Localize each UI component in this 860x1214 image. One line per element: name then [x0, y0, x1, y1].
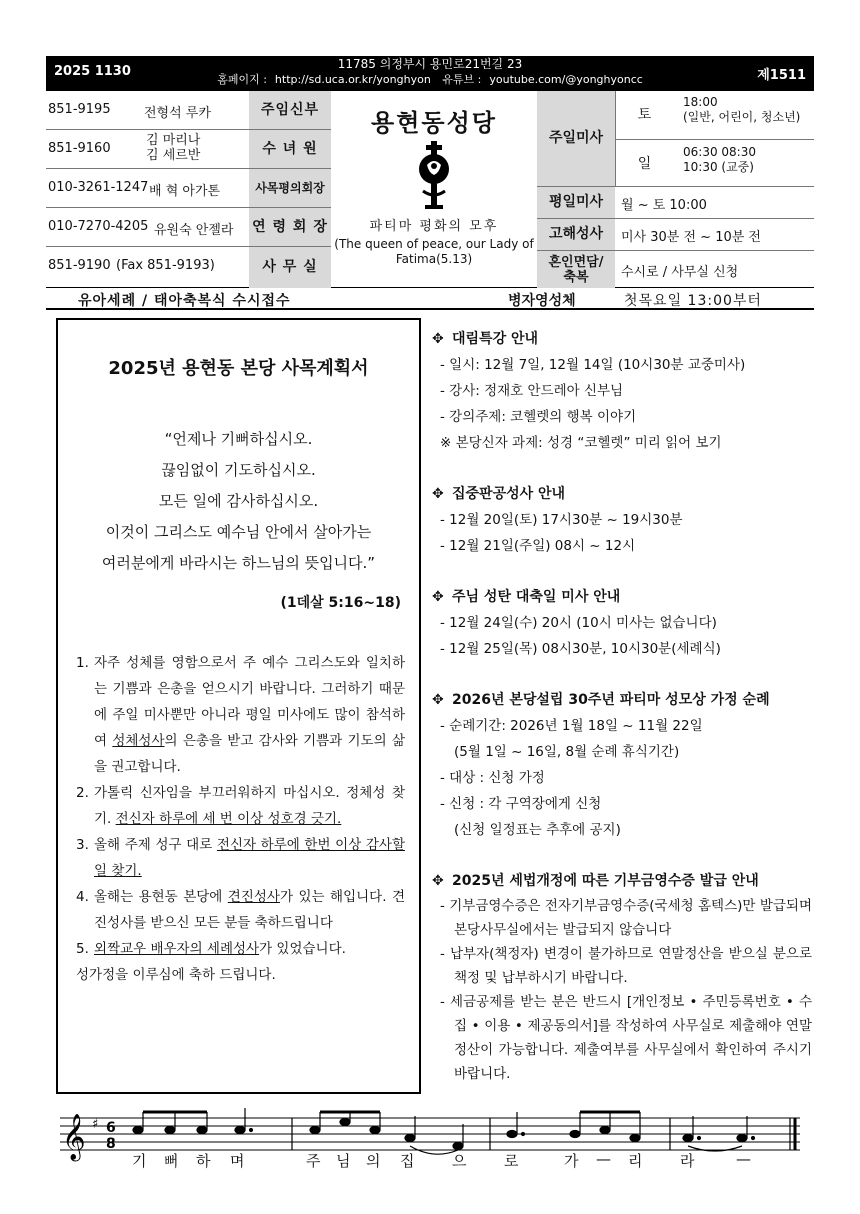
- sunday-times: [683, 145, 756, 175]
- lyric-syllable: 뻐: [164, 1152, 179, 1170]
- weekday-mass-row: [537, 187, 814, 219]
- contact-name: [146, 133, 200, 163]
- quote-line: 모든 일에 감사하십시오.: [158, 492, 319, 510]
- notice-line: - 세금공제를 받는 분은 반드시 [개인정보 • 주민등록번호 • 수집 • 이용 • 제공동의서]를 작성하여 사무실로 제출해야 연말정산이 가능합니다. 제출여부를 사무실에서 확인하여 주시기 바랍니다.: [440, 994, 812, 1082]
- church-address: 11785 의정부시 용민로21번길 23: [337, 57, 523, 71]
- item-underlined: 견진성사: [227, 889, 280, 905]
- fleur-cross-icon: ✥: [432, 331, 444, 347]
- contact-name-line: 김 세르반: [146, 148, 201, 163]
- contact-phone: 851-9195: [48, 102, 111, 117]
- marriage-value: 수시로 / 사무실 신청: [621, 265, 739, 280]
- notice-line: - 기부금영수증은 전자기부금영수증(국세청 홈텍스)만 발급되며 본당사무실에서는 발급되지 않습니다: [440, 898, 812, 938]
- treble-clef-icon: 𝄞: [62, 1114, 86, 1160]
- plan-items: [76, 650, 405, 988]
- notice-title-text: 2025년 세법개정에 따른 기부금영수증 발급 안내: [452, 873, 759, 889]
- notice-line: - 일시: 12월 7일, 12월 14일 (10시30분 교중미사): [440, 357, 746, 373]
- lyric-syllable: 주: [306, 1152, 321, 1170]
- notice-title-text: 2026년 본당설립 30주년 파티마 성모상 가정 순례: [452, 692, 770, 708]
- notice-donation-receipt: [432, 868, 812, 1086]
- notice-confession: [432, 481, 812, 559]
- lyric-syllable: 리: [628, 1152, 643, 1170]
- plan-item: [76, 832, 405, 884]
- notice-line: - 강사: 정재호 안드레아 신부님: [440, 383, 624, 399]
- saturday-time: 18:00: [683, 95, 718, 109]
- notice-line: ※ 본당신자 과제: 성경 “코헬렛” 미리 읽어 보기: [440, 435, 722, 451]
- marriage-label-line: 축복: [563, 269, 589, 285]
- item-underlined: 전신자 하루에 한번 이상 감사할 일 찾기.: [94, 837, 406, 879]
- notices-column: [432, 326, 812, 1111]
- contact-name-line: 김 마리나: [146, 133, 201, 148]
- song-lyrics: [60, 1150, 800, 1174]
- contact-row: [46, 208, 331, 247]
- church-title-block: [331, 91, 537, 288]
- weekday-mass-label: 평일미사: [537, 187, 615, 218]
- item-text: 올해는 용현동 본당에: [94, 889, 228, 905]
- contact-phone: 010-7270-4205: [48, 219, 149, 234]
- quote-line: 끊임없이 기도하십시오.: [161, 461, 316, 479]
- homepage-link[interactable]: http://sd.uca.or.kr/yonghyon: [274, 73, 431, 86]
- church-motto-english: (The queen of peace, our Lady of Fatima(5.13): [334, 237, 534, 266]
- item-number: 5.: [76, 941, 89, 957]
- item-number: 3.: [76, 837, 89, 853]
- notice-title-text: 집중판공성사 안내: [452, 486, 566, 502]
- baptism-notice: 유아세례 / 태아축복식 수시접수: [78, 293, 291, 309]
- lyric-syllable: 라: [680, 1152, 695, 1170]
- notice-line: (5월 1일 ~ 16일, 8월 순례 휴식기간): [454, 744, 680, 760]
- lyric-syllable: 집: [400, 1152, 415, 1170]
- sunday-time: 06:30 08:30: [683, 145, 756, 159]
- weekday-mass-value: 월 ~ 토 10:00: [621, 198, 707, 213]
- fleur-cross-icon: ✥: [432, 692, 444, 708]
- item-number: 4.: [76, 889, 89, 905]
- sick-communion-value: 첫목요일 13:00부터: [624, 293, 762, 309]
- notice-christmas-mass: [432, 584, 812, 662]
- masthead-bar: [46, 56, 814, 90]
- notice-line: - 강의주제: 코헬렛의 행복 이야기: [440, 409, 637, 425]
- sunday-label: 일: [615, 139, 673, 187]
- lyric-syllable: —: [596, 1150, 611, 1168]
- lyric-syllable: 으: [452, 1152, 467, 1170]
- sharp-icon: ♯: [92, 1117, 99, 1132]
- lyric-syllable: 며: [230, 1152, 245, 1170]
- header-table: [46, 90, 814, 288]
- notice-title: [432, 687, 812, 713]
- contact-name: 유원숙 안젤라: [154, 223, 234, 238]
- lyric-syllable: 의: [366, 1152, 381, 1170]
- sick-communion-label: 병자영성체: [508, 293, 576, 309]
- sacrament-bar: [46, 288, 814, 310]
- notice-title: [432, 481, 812, 507]
- time-signature-bottom: 8: [106, 1136, 116, 1152]
- item-underlined: 외짝교우 배우자의 세례성사: [94, 941, 260, 957]
- sunday-mass-row: [537, 91, 814, 187]
- mass-schedule: [537, 91, 814, 288]
- lyric-syllable: 님: [336, 1152, 351, 1170]
- plan-item: [76, 650, 405, 780]
- fleur-cross-icon: ✥: [432, 589, 444, 605]
- contact-role: 사 무 실: [249, 247, 331, 288]
- contact-name: 배 혁 아가톤: [149, 184, 221, 199]
- marriage-label-line: 혼인면담/: [548, 254, 604, 270]
- lyric-syllable: 가: [564, 1152, 579, 1170]
- fleur-cross-icon: ✥: [432, 486, 444, 502]
- divider: [673, 139, 814, 140]
- homepage-label: 홈페이지 :: [217, 73, 267, 86]
- plan-item: [76, 884, 405, 936]
- contact-phone: 851-9160: [48, 141, 111, 156]
- contact-role: 주임신부: [249, 91, 331, 129]
- item-text: 가 있는 해입니다. 견진성사를 받으신 모든 분들 축하드립니다: [94, 889, 406, 931]
- confession-label: 고해성사: [537, 219, 615, 250]
- youtube-link[interactable]: youtube.com/@yonghyoncc: [489, 73, 643, 86]
- church-name: 용현동성당: [371, 109, 497, 137]
- contact-row: [46, 91, 331, 130]
- sunday-time: 10:30 (교중): [683, 160, 754, 174]
- notice-line: - 12월 25일(목) 08시30분, 10시30분(세례식): [440, 641, 721, 657]
- saturday-times: [683, 95, 800, 125]
- issue-number: 제1511: [757, 68, 806, 83]
- saturday-audience: (일반, 어린이, 청소년): [683, 110, 801, 124]
- notice-line: - 12월 21일(주일) 08시 ~ 12시: [440, 538, 636, 554]
- church-emblem-icon: [409, 141, 459, 213]
- notice-title-text: 대림특강 안내: [452, 331, 539, 347]
- lyric-syllable: —: [736, 1150, 751, 1168]
- lyric-syllable: 기: [132, 1152, 147, 1170]
- contact-name: (Fax 851-9193): [116, 258, 215, 273]
- notice-line: - 12월 24일(수) 20시 (10시 미사는 없습니다): [440, 615, 717, 631]
- contact-role: 수 녀 원: [249, 130, 331, 168]
- item-underlined: 전신자 하루에 세 번 이상 성호경 긋기.: [115, 811, 342, 827]
- notice-line: (신청 일정표는 추후에 공지): [454, 822, 621, 838]
- contact-role: 연 령 회 장: [249, 208, 331, 246]
- item-text: 가 있었습니다.: [259, 941, 346, 957]
- contact-role: 사목평의회장: [249, 169, 331, 207]
- issue-date: 2025 1130: [54, 64, 131, 79]
- church-motto: 파티마 평화의 모후: [369, 219, 499, 234]
- contact-row: [46, 247, 331, 288]
- contact-row: [46, 169, 331, 208]
- quote-line: 여러분에게 바라시는 하느님의 뜻입니다.”: [101, 554, 376, 572]
- notice-line: - 신청 : 각 구역장에게 신청: [440, 796, 602, 812]
- time-signature-top: 6: [106, 1120, 116, 1136]
- sunday-mass-label: 주일미사: [537, 91, 615, 186]
- notice-title-text: 주님 성탄 대축일 미사 안내: [452, 589, 621, 605]
- notice-pilgrimage: [432, 687, 812, 843]
- contact-name: 전형석 루카: [144, 106, 211, 121]
- contact-phone: 851-9190: [48, 258, 111, 273]
- item-text: 의 은총을 받고 감사와 기쁨과 기도의 삶을 권고합니다.: [94, 733, 405, 775]
- pastoral-plan-box: [56, 318, 421, 1094]
- item-underlined: 성체성사: [112, 733, 165, 749]
- notice-line: - 12월 20일(토) 17시30분 ~ 19시30분: [440, 512, 683, 528]
- notes: [133, 1108, 755, 1154]
- contacts-list: [46, 91, 331, 288]
- notice-advent-lecture: [432, 326, 812, 456]
- notice-line: - 대상 : 신청 가정: [440, 770, 545, 786]
- plan-quote: [58, 424, 419, 579]
- notice-line: - 순례기간: 2026년 1월 18일 ~ 11월 22일: [440, 718, 703, 734]
- notice-title: [432, 584, 812, 610]
- item-text: 올해 주제 성구 대로: [94, 837, 217, 853]
- plan-item: [76, 780, 405, 832]
- marriage-row: [537, 251, 814, 288]
- lyric-syllable: 하: [196, 1152, 211, 1170]
- quote-line: 이것이 그리스도 예수님 안에서 살아가는: [105, 523, 372, 541]
- fleur-cross-icon: ✥: [432, 873, 444, 889]
- contact-phone: 010-3261-1247: [48, 180, 149, 195]
- item-number: 2.: [76, 785, 89, 801]
- marriage-label: [537, 251, 615, 288]
- item-text: 가톨릭 신자임을 부끄러워하지 마십시오. 정체성 찾기.: [94, 785, 405, 827]
- saturday-label: 토: [615, 91, 673, 139]
- confession-value: 미사 30분 전 ~ 10분 전: [621, 230, 761, 245]
- item-number: 1.: [76, 655, 89, 671]
- plan-item: [76, 936, 405, 962]
- web-links: [46, 72, 814, 87]
- quote-line: “언제나 기뻐하십시오.: [164, 430, 313, 448]
- youtube-label: 유튜브 :: [442, 73, 482, 86]
- notice-title: [432, 868, 812, 894]
- notice-title: [432, 326, 812, 352]
- plan-title: 2025년 용현동 본당 사목계획서: [108, 358, 369, 379]
- lyric-syllable: 로: [504, 1152, 519, 1170]
- quote-reference: (1데살 5:16~18): [280, 595, 401, 611]
- contact-row: [46, 130, 331, 169]
- plan-closing: 성가정을 이루심에 축하 드립니다.: [76, 967, 276, 983]
- item-text: 자주 성체를 영함으로서 주 예수 그리스도와 일치하는 기쁨과 은총을 얻으시기 바랍니다. 그러하기 때문에 주일 미사뿐만 아니라 평일 미사에도 많이 참석하여: [94, 655, 405, 749]
- confession-row: [537, 219, 814, 251]
- notice-line: - 납부자(책정자) 변경이 불가하므로 연말정산을 받으실 분으로 책정 및 납부하시기 바랍니다.: [440, 946, 812, 986]
